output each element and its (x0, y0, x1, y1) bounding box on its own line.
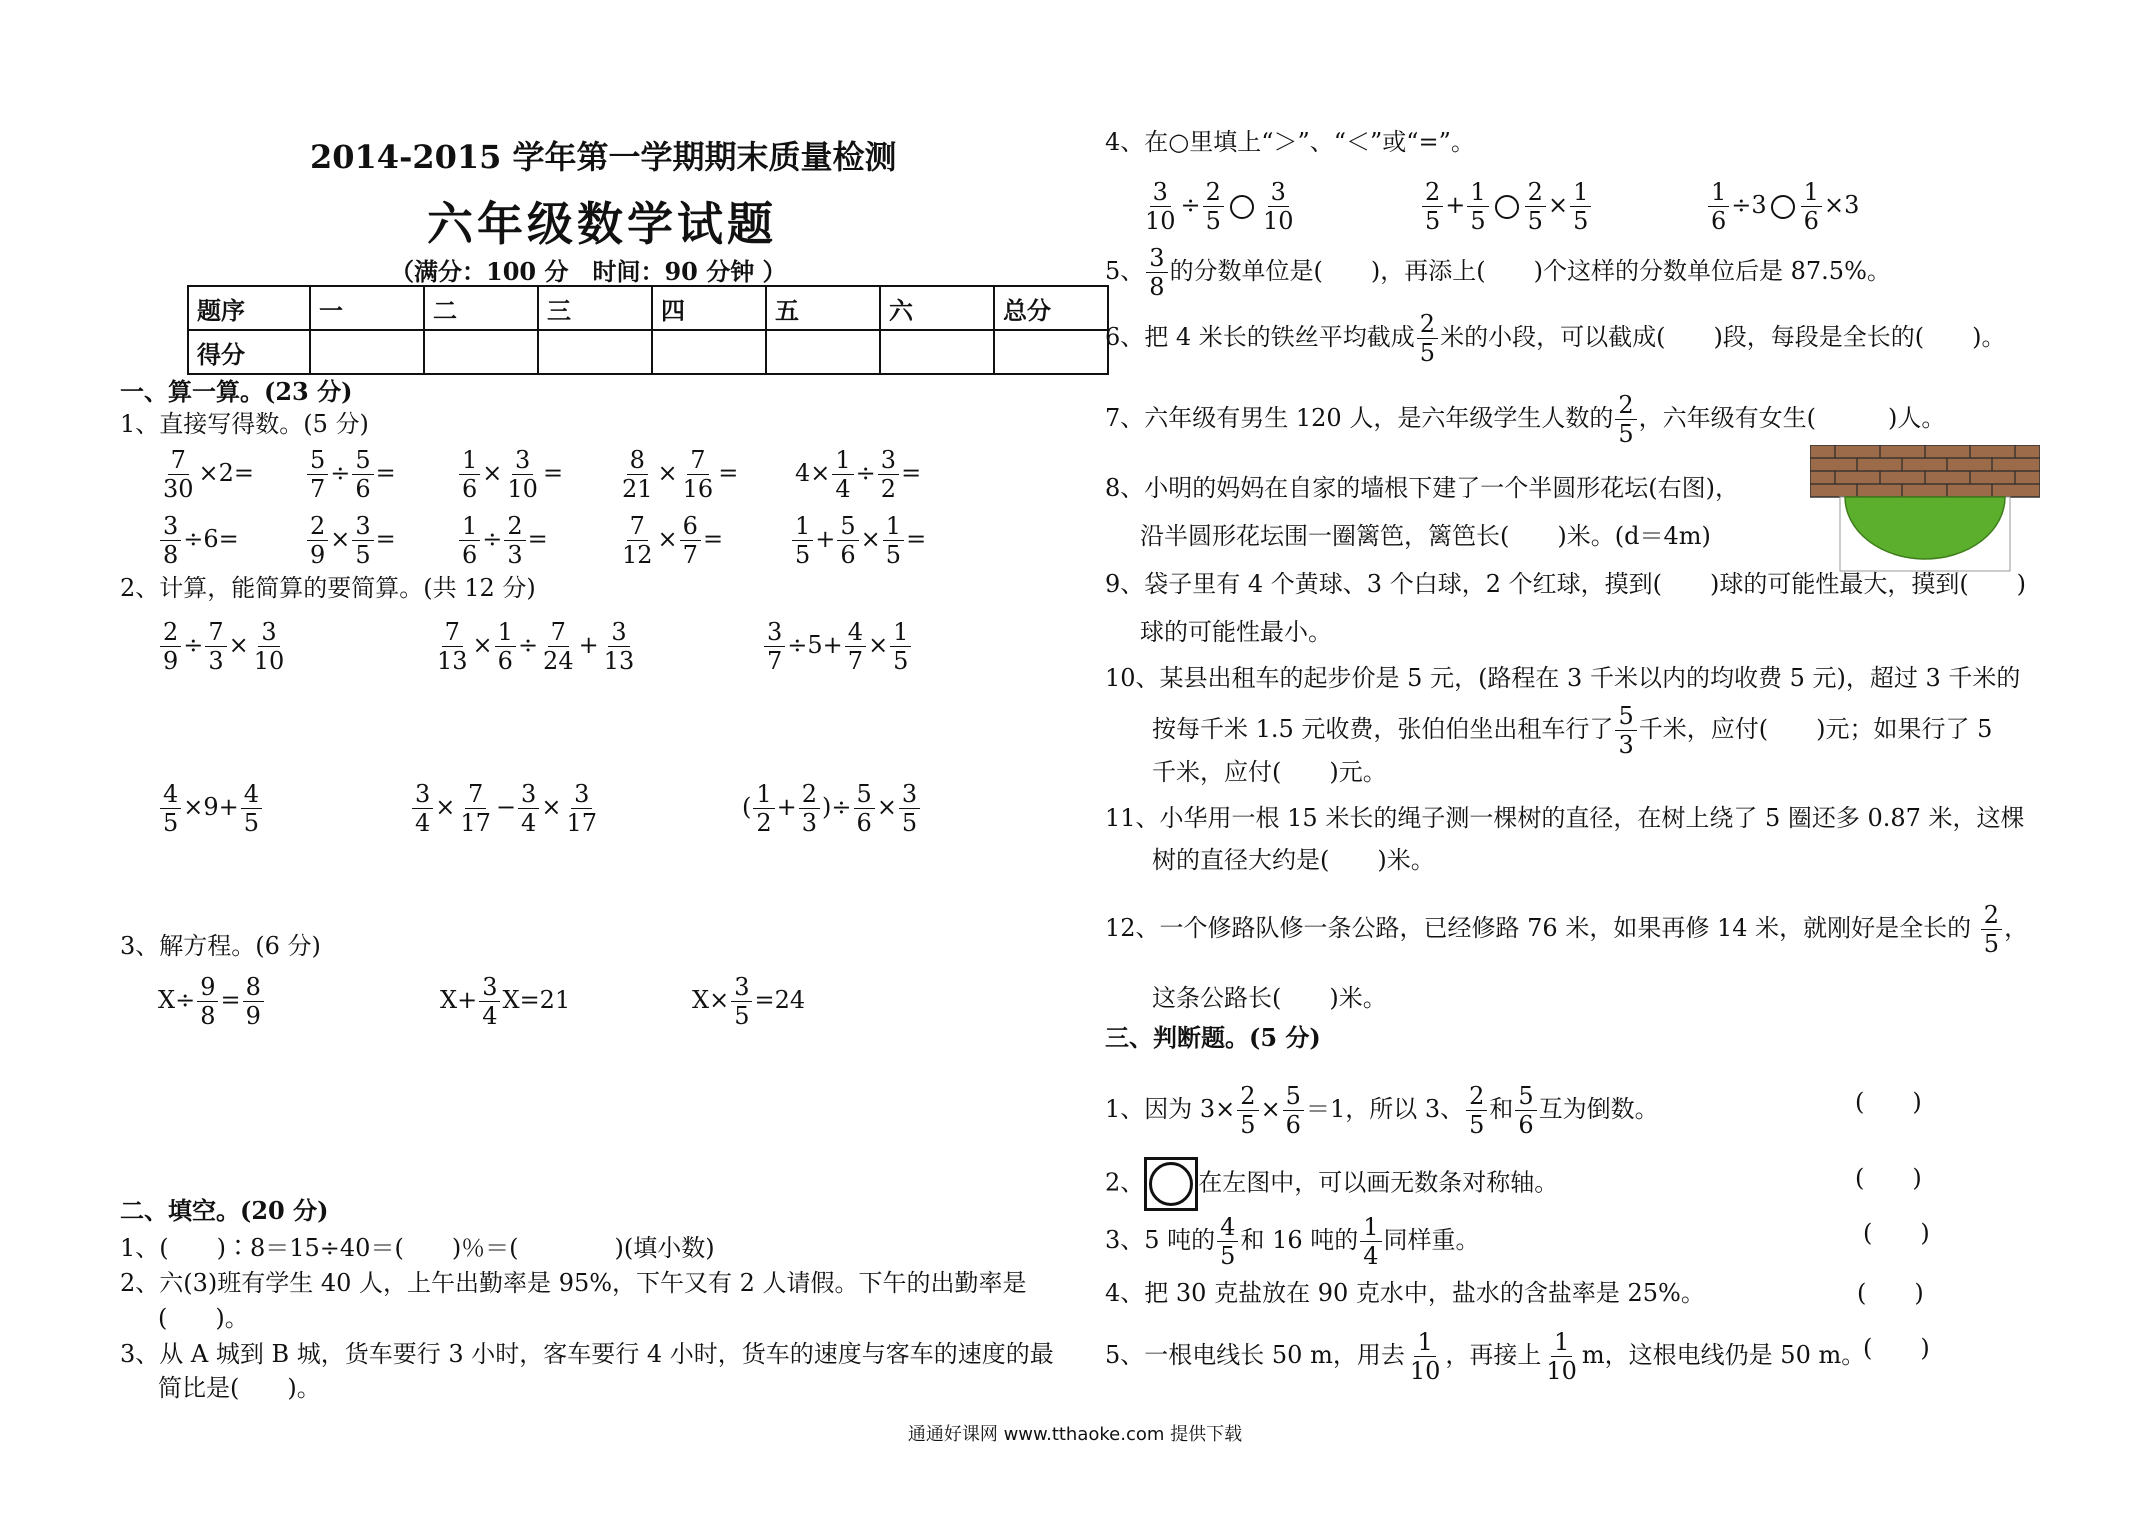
score-cell[interactable] (310, 330, 424, 374)
fill-q2-line2: ( )。 (158, 1304, 249, 1332)
score-cell[interactable] (424, 330, 538, 374)
calc-item: $\frac{2}{9}$ × $\frac{3}{5}$ = (305, 514, 396, 567)
calc-item: 4× $\frac{1}{4}$ ÷ $\frac{3}{2}$ = (795, 446, 922, 503)
judge-q4: 4、把 30 克盐放在 90 克水中，盐水的含盐率是 25%。 (1105, 1279, 1705, 1307)
fill-q4: 4、在○里填上“＞”、“＜”或“=”。 (1105, 128, 1475, 156)
compare-item: $\frac{3}{10}$ ÷ $\frac{2}{5}$ $\frac{3}{10}$ (1145, 178, 1294, 235)
section1-heading: 一、算一算。(23 分) (120, 377, 353, 406)
semicircle-flowerbed-figure (1810, 445, 2040, 575)
fill-q6: 6、把 4 米长的铁丝平均截成 $\frac{2}{5}$ 米的小段，可以截成( )段，每段是全长的( )。 (1105, 310, 2006, 367)
fill-q12-line1: 12、一个修路队修一条公路，已经修路 76 米，如果再修 14 米，就刚好是全长的 $\frac{2}{5}$ ， (1105, 901, 2029, 958)
equation: X÷ $\frac{9}{8}$ = $\frac{8}{9}$ (158, 975, 266, 1028)
calc-item: $\frac{1}{6}$ × $\frac{3}{10}$ = (457, 448, 563, 501)
score-table-header-row: 题序 一 二 三 四 五 六 总分 (188, 286, 1108, 330)
fill-q3-line1: 3、从 A 城到 B 城，货车要行 3 小时，客车要行 4 小时，货车的速度与客车的速度的最 (120, 1340, 1054, 1368)
fill-q7: 7、六年级有男生 120 人，是六年级学生人数的 $\frac{2}{5}$ ，六年级有女生( )人。 (1105, 391, 1946, 448)
fill-q9-line2: 球的可能性最小。 (1140, 618, 1332, 646)
calc-item: ( $\frac{1}{2}$ + $\frac{2}{3}$ )÷ $\frac{5}{6}$ × $\frac{3}{5}$ (742, 782, 922, 835)
score-cell[interactable] (994, 330, 1108, 374)
exam-title: 六年级数学试题 (427, 197, 777, 251)
footer-credit: 通通好课网 www.tthaoke.com 提供下载 (907, 1424, 1243, 1445)
q2-title: 2、计算，能简算的要简算。(共 12 分) (120, 574, 536, 602)
calc-item: $\frac{7}{30}$ ×2= (163, 446, 255, 503)
fill-q1: 1、( )∶8＝15÷40＝( )％＝( )(填小数) (120, 1234, 715, 1262)
judge-answer-box[interactable]: ( ) (1857, 1279, 1924, 1307)
fill-q2-line1: 2、六(3)班有学生 40 人，上午出勤率是 95%，下午又有 2 人请假。下午的出勤率是 (120, 1269, 1027, 1297)
score-cell[interactable] (538, 330, 652, 374)
calc-item: $\frac{3}{4}$ × $\frac{7}{17}$ − $\frac{3}{4}$ × $\frac{3}{17}$ (410, 782, 602, 835)
calc-item: $\frac{4}{5}$ ×9+ $\frac{4}{5}$ (158, 782, 264, 835)
section3-heading: 三、判断题。(5 分) (1105, 1023, 1321, 1052)
score-cell[interactable] (766, 330, 880, 374)
judge-q3: 3、5 吨的 $\frac{4}{5}$ 和 16 吨的 $\frac{1}{4}$ 同样重。 (1105, 1213, 1480, 1270)
exam-subtitle: 2014-2015 学年第一学期期末质量检测 (310, 138, 897, 176)
calc-item: $\frac{8}{21}$ × $\frac{7}{16}$ = (622, 446, 739, 503)
fill-q5: 5、 $\frac{3}{8}$ 的分数单位是( )，再添上( )个这样的分数单位后是 87.5%。 (1105, 244, 1891, 301)
calc-item: $\frac{7}{12}$ × $\frac{6}{7}$ = (622, 512, 724, 569)
calc-item: $\frac{3}{7}$ ÷5+ $\frac{4}{7}$ × $\frac{1}{5}$ (762, 620, 913, 673)
calc-item: $\frac{3}{8}$ ÷6= (158, 514, 239, 567)
fill-q9-line1: 9、袋子里有 4 个黄球、3 个白球，2 个红球，摸到( )球的可能性最大，摸到( ) (1105, 570, 2027, 598)
calc-item: $\frac{2}{9}$ ÷ $\frac{7}{3}$ × $\frac{3}{10}$ (158, 620, 289, 673)
score-table-score-row: 得分 (188, 330, 1108, 374)
calc-item: $\frac{1}{6}$ ÷ $\frac{2}{3}$ = (457, 514, 548, 567)
square-circle-icon (1144, 1157, 1198, 1211)
judge-q1: 1、因为 3× $\frac{2}{5}$ × $\frac{5}{6}$ ＝1，所以 3、 $\frac{2}{5}$ 和 $\frac{5}{6}$ 互为倒数。 (1105, 1082, 1659, 1139)
equation: X+ $\frac{3}{4}$ X=21 (440, 973, 571, 1030)
judge-q5: 5、一根电线长 50 m，用去 $\frac{1}{10}$ ，再接上 $\frac{1}{10}$ m，这根电线仍是 50 m。 (1105, 1328, 1866, 1385)
judge-answer-box[interactable]: ( ) (1863, 1334, 1930, 1362)
q3-title: 3、解方程。(6 分) (120, 932, 321, 960)
compare-item: $\frac{1}{6}$ ÷3 $\frac{1}{6}$ ×3 (1706, 180, 1859, 233)
calc-item: $\frac{5}{7}$ ÷ $\frac{5}{6}$ = (305, 448, 396, 501)
fill-q10-line1: 10、某县出租车的起步价是 5 元，(路程在 3 千米以内的均收费 5 元)，超过 3 千米的 (1105, 664, 2021, 692)
exam-info: （满分：100 分 时间：90 分钟 ） (390, 257, 787, 286)
calc-item: $\frac{1}{5}$ + $\frac{5}{6}$ × $\frac{1}{5}$ = (790, 514, 926, 567)
score-cell[interactable] (652, 330, 766, 374)
score-table (187, 285, 1109, 375)
compare-item: $\frac{2}{5}$ + $\frac{1}{5}$ $\frac{2}{5}$ × $\frac{1}{5}$ (1420, 180, 1593, 233)
fill-q10-line3: 千米，应付( )元。 (1152, 758, 1387, 786)
equation: X× $\frac{3}{5}$ =24 (692, 973, 806, 1030)
fill-q3-line2: 简比是( )。 (158, 1374, 321, 1402)
fill-q12-line2: 这条公路长( )米。 (1152, 984, 1387, 1012)
judge-answer-box[interactable]: ( ) (1855, 1088, 1922, 1116)
judge-answer-box[interactable]: ( ) (1855, 1164, 1922, 1192)
fill-q10-line2: 按每千米 1.5 元收费，张伯伯坐出租车行了 $\frac{5}{3}$ 千米，应付( )元；如果行了 5 (1152, 702, 1993, 759)
calc-item: $\frac{7}{13}$ × $\frac{1}{6}$ ÷ $\frac{7}{24}$ + $\frac{3}{13}$ (437, 618, 635, 675)
fill-q11-line1: 11、小华用一根 15 米长的绳子测一棵树的直径，在树上绕了 5 圈还多 0.87 米，这棵 (1105, 804, 2025, 832)
fill-q11-line2: 树的直径大约是( )米。 (1152, 846, 1435, 874)
judge-q2: 2、 在左图中，可以画无数条对称轴。 (1105, 1157, 1558, 1211)
score-cell[interactable] (880, 330, 994, 374)
judge-answer-box[interactable]: ( ) (1863, 1219, 1930, 1247)
fill-q8-line1: 8、小明的妈妈在自家的墙根下建了一个半圆形花坛(右图)， (1105, 474, 1739, 502)
q1-title: 1、直接写得数。(5 分) (120, 410, 369, 438)
fill-q8-line2: 沿半圆形花坛围一圈篱笆，篱笆长( )米。(d＝4m) (1140, 522, 1711, 550)
section2-heading: 二、填空。(20 分) (120, 1196, 329, 1225)
